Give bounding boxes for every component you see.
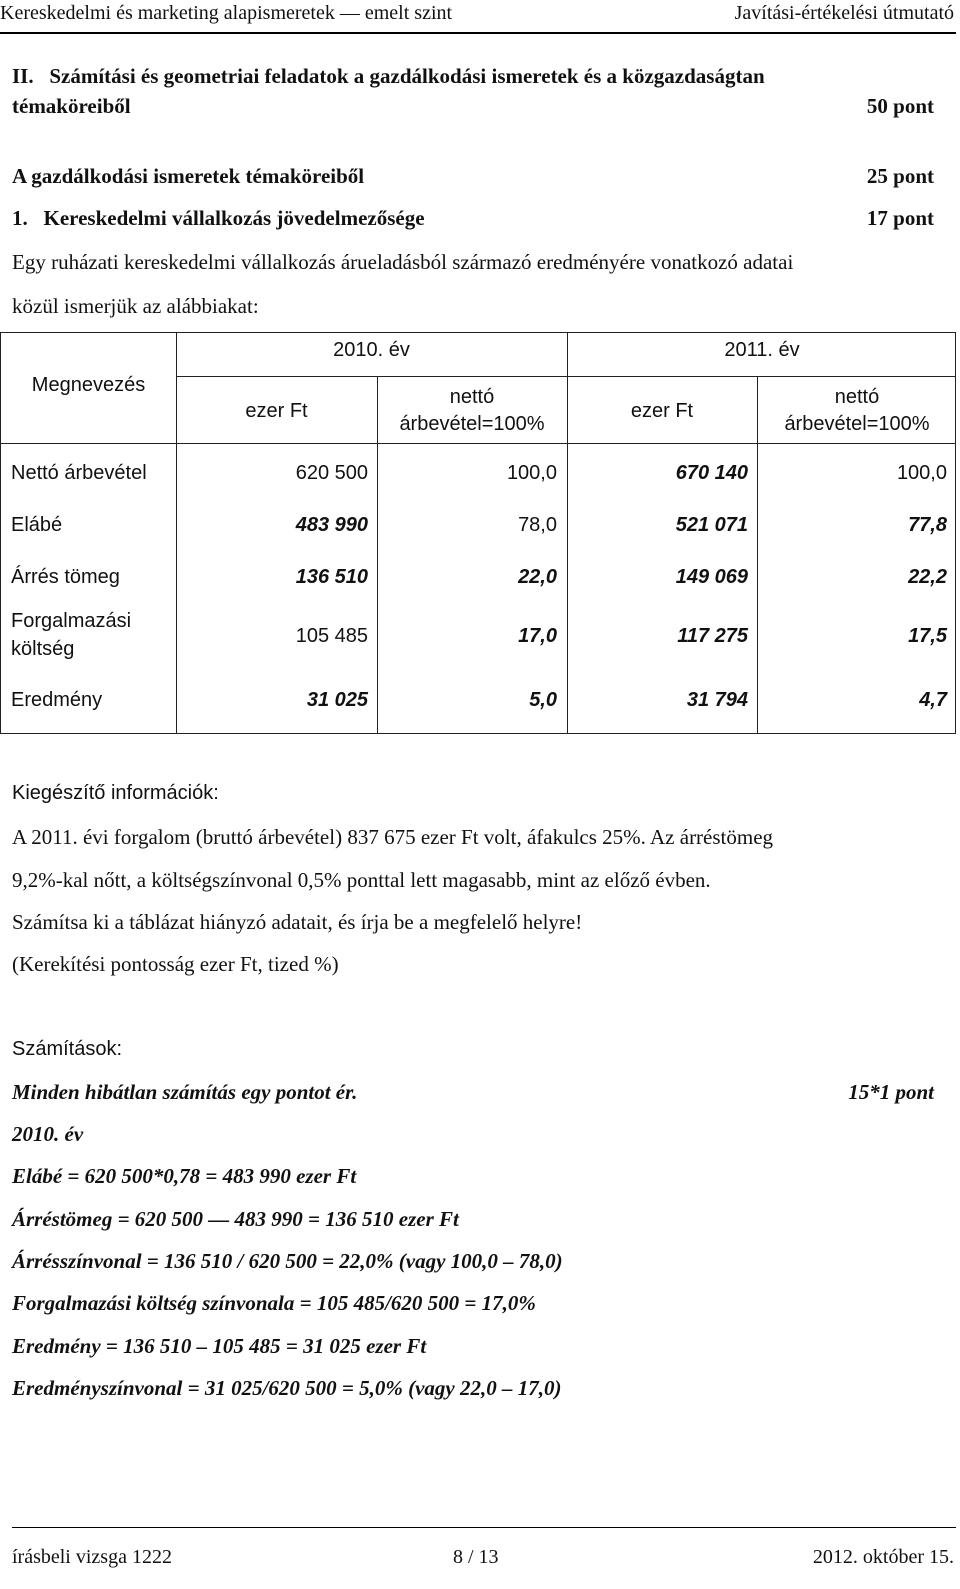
footer-date: 2012. október 15. (812, 1546, 954, 1568)
cell-2011-ft: 149 069 (675, 566, 748, 588)
cell-2011-pct: 17,5 (908, 625, 947, 647)
cell-2010-pct: 22,0 (518, 566, 557, 588)
cell-2010-ft: 483 990 (295, 514, 368, 536)
col-header-year-2011: 2011. év (724, 339, 800, 361)
row-label-line2: költség (11, 638, 75, 660)
cell-2011-pct: 77,8 (908, 514, 947, 536)
task-title: 1. Kereskedelmi vállalkozás jövedelmezősége (12, 206, 425, 230)
sub-header-pct-2011-line1: nettó (834, 386, 880, 408)
cell-2011-pct: 4,7 (919, 689, 947, 711)
data-table (0, 332, 956, 734)
info-line2: 9,2%-kal nőtt, a költségszínvonal 0,5% ponttal lett magasabb, mint az előző évben. (12, 868, 711, 892)
cell-2011-ft: 521 071 (675, 514, 748, 536)
calc-line: Árrésszínvonal = 136 510 / 620 500 = 22,0% (vagy 100,0 – 78,0) (12, 1249, 563, 1273)
running-header-left: Kereskedelmi és marketing alapismeretek — emelt szint (0, 2, 453, 24)
col-header-year-2010: 2010. év (333, 339, 410, 361)
info-line1: A 2011. évi forgalom (bruttó árbevétel) 837 675 ezer Ft volt, áfakulcs 25%. Az árréstömeg (12, 825, 774, 849)
section-title-line2: témaköreiből (12, 94, 131, 118)
sub-header-pct-2011-line2: árbevétel=100% (784, 413, 930, 435)
calc-line: Eredményszínvonal = 31 025/620 500 = 5,0% (vagy 22,0 – 17,0) (12, 1376, 562, 1400)
cell-2010-ft: 620 500 (295, 462, 368, 484)
calc-heading: Számítások: (12, 1038, 123, 1060)
calc-line: Árréstömeg = 620 500 — 483 990 = 136 510 ezer Ft (12, 1207, 459, 1231)
header-rule (0, 32, 956, 34)
footer-exam-code: írásbeli vizsga 1222 (12, 1546, 172, 1568)
row-label: Elábé (11, 514, 63, 536)
cell-2011-ft: 31 794 (686, 689, 748, 711)
task-intro-line2: közül ismerjük az alábbiakat: (12, 294, 259, 318)
cell-2010-ft: 105 485 (295, 625, 368, 647)
info-line4: (Kerekítési pontosság ezer Ft, tized %) (12, 952, 339, 976)
running-header-right: Javítási-értékelési útmutató (734, 2, 954, 24)
cell-2011-pct: 22,2 (908, 566, 947, 588)
cell-2011-pct: 100,0 (896, 462, 947, 484)
footer-page-number: 8 / 13 (453, 1546, 499, 1568)
calc-line: Elábé = 620 500*0,78 = 483 990 ezer Ft (12, 1164, 357, 1188)
col-header-name: Megnevezés (31, 374, 146, 396)
table-hline (1, 443, 955, 444)
row-label: Nettó árbevétel (11, 462, 147, 484)
sub-header-pct-2010-line2: árbevétel=100% (399, 413, 545, 435)
calc-rule-points: 15*1 pont (848, 1080, 934, 1104)
task-intro-line1: Egy ruházati kereskedelmi vállalkozás árueladásból származó eredményére vonatkozó adatai (12, 250, 794, 274)
calc-line: Forgalmazási költség színvonala = 105 485/620 500 = 17,0% (12, 1291, 536, 1315)
row-label: Árrés tömeg (11, 566, 120, 588)
calc-year: 2010. év (12, 1122, 84, 1146)
info-line3: Számítsa ki a táblázat hiányzó adatait, és írja be a megfelelő helyre! (12, 910, 583, 934)
row-label: Forgalmazási (11, 610, 132, 632)
table-hline (176, 376, 955, 377)
subsection-title: A gazdálkodási ismeretek témaköreiből (12, 164, 365, 188)
task-points: 17 pont (866, 206, 934, 230)
calc-rule: Minden hibátlan számítás egy pontot ér. (12, 1080, 358, 1104)
footer-rule (12, 1527, 956, 1528)
cell-2011-ft: 670 140 (675, 462, 748, 484)
cell-2011-ft: 117 275 (677, 625, 748, 647)
cell-2010-pct: 100,0 (506, 462, 557, 484)
sub-header-ft-2011: ezer Ft (630, 400, 694, 422)
sub-header-pct-2010-line1: nettó (449, 386, 495, 408)
row-label: Eredmény (11, 689, 103, 711)
cell-2010-pct: 5,0 (529, 689, 557, 711)
cell-2010-ft: 31 025 (306, 689, 368, 711)
cell-2010-pct: 78,0 (518, 514, 557, 536)
subsection-points: 25 pont (866, 164, 934, 188)
section-points: 50 pont (866, 94, 934, 118)
info-heading: Kiegészítő információk: (12, 782, 219, 804)
calc-line: Eredmény = 136 510 – 105 485 = 31 025 ezer Ft (12, 1334, 427, 1358)
cell-2010-pct: 17,0 (518, 625, 557, 647)
cell-2010-ft: 136 510 (295, 566, 368, 588)
sub-header-ft-2010: ezer Ft (245, 400, 308, 422)
section-title-line1: II. Számítási és geometriai feladatok a gazdálkodási ismeretek és a közgazdaságtan (12, 64, 765, 88)
